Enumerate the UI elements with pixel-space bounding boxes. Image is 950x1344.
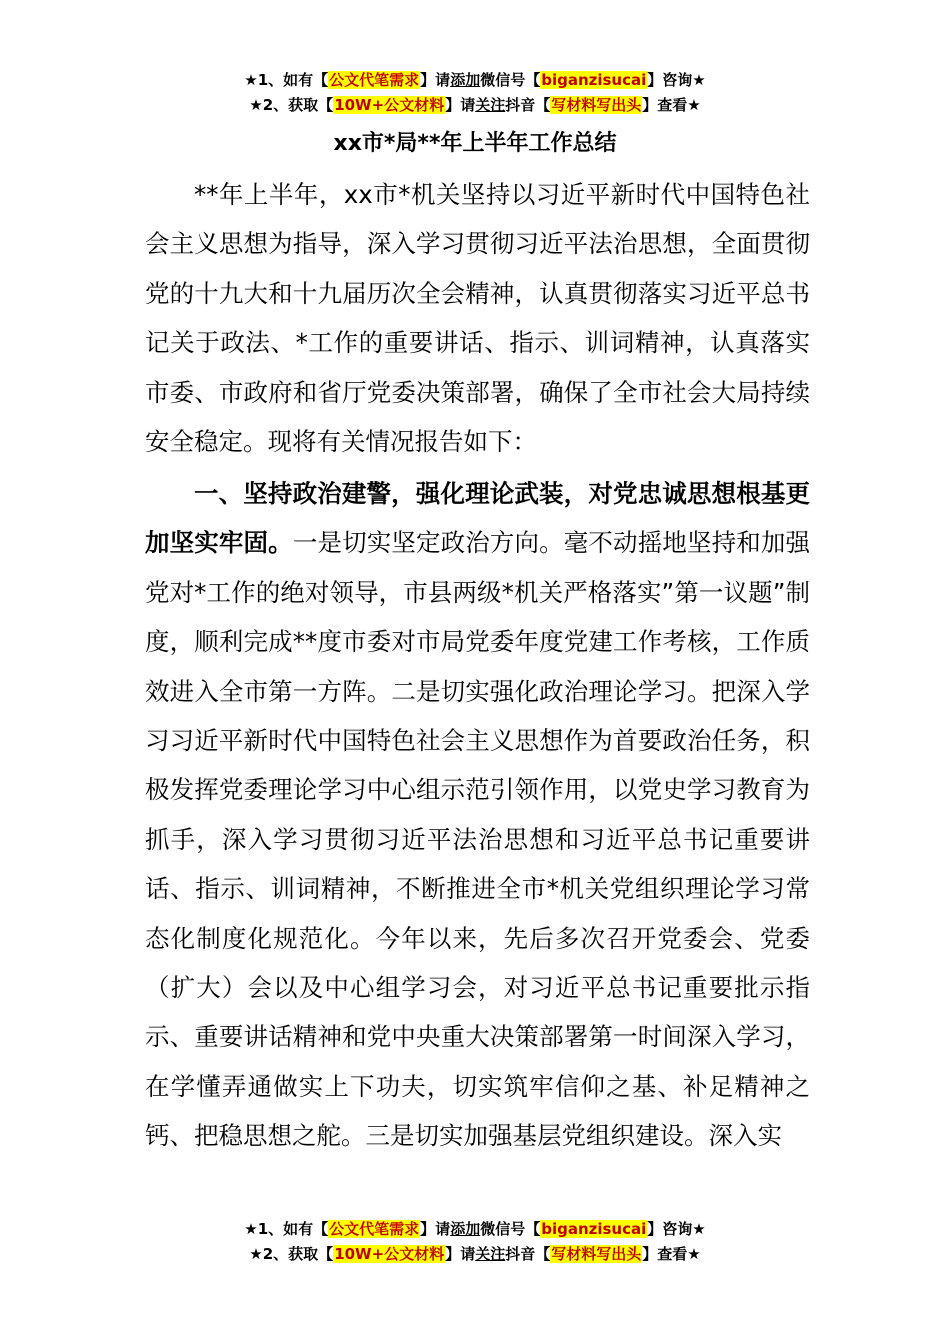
promo-text: 微信号【 bbox=[480, 1220, 541, 1238]
promo-highlight: 写材料写出头 bbox=[551, 1245, 642, 1263]
promo-underline: 添加 bbox=[450, 1220, 481, 1238]
promo-line-2-bottom bbox=[0, 1244, 950, 1264]
promo-highlight: 10W+公文材料 bbox=[334, 96, 445, 114]
promo-line-1 bbox=[0, 70, 950, 90]
promo-text: 】请 bbox=[445, 1245, 476, 1263]
promo-line-1-bottom bbox=[0, 1219, 950, 1239]
promo-text: 】请 bbox=[420, 71, 451, 89]
promo-line-2 bbox=[0, 95, 950, 115]
promo-text: 】咨询★ bbox=[647, 71, 706, 89]
promo-text: ★1、如有【 bbox=[244, 1220, 329, 1238]
promo-text: ★1、如有【 bbox=[244, 71, 329, 89]
promo-text: 微信号【 bbox=[480, 71, 541, 89]
promo-text: ★2、获取【 bbox=[249, 96, 334, 114]
promo-underline: 关注 bbox=[475, 1245, 506, 1263]
promo-text: 】请 bbox=[420, 1220, 451, 1238]
document-title: xx市*局**年上半年工作总结 bbox=[333, 131, 617, 156]
promo-text: 】请 bbox=[445, 96, 476, 114]
promo-highlight: 公文代笔需求 bbox=[329, 71, 420, 89]
promo-highlight: biganzisucai bbox=[541, 71, 647, 89]
section-1-heading: 一、坚持政治建警，强化理论武装，对党忠诚思想根基更加坚实牢固。 bbox=[145, 479, 810, 558]
promo-highlight: 公文代笔需求 bbox=[329, 1220, 420, 1238]
promo-text: 】咨询★ bbox=[647, 1220, 706, 1238]
promo-text: 】查看★ bbox=[642, 96, 701, 114]
promo-underline: 关注 bbox=[475, 96, 506, 114]
section-1-paragraph bbox=[145, 469, 810, 1161]
promo-highlight: biganzisucai bbox=[541, 1220, 647, 1238]
promo-underline: 添加 bbox=[450, 71, 481, 89]
section-1-body: 一是切实坚定政治方向。毫不动摇地坚持和加强党对*工作的绝对领导，市县两级*机关严格落实”第一议题”制度，顺利完成**度市委对市局党委年度党建工作考核，工作质效进入全市第一方阵。二是切实强化政治理论学习。把深入学习习近平新时代中国特色社会主义思想作为首要政治任务，积极发挥党委理论学习中心组示范引领作用，以党史学习教育为抓手，深入学习贯彻习近平法治思想和习近平总书记重要讲话、指示、训词精神，不断推进全市*机关党组织理论学习常态化制度化规范化。今年以来，先后多次召开党委会、党委（扩大）会以及中心组学习会，对习近平总书记重要批示指示、重要讲话精神和党中央重大决策部署第一时间深入学习，在学懂弄通做实上下功夫，切实筑牢信仰之基、补足精神之钙、把稳思想之舵。三是切实加强基层党组织建设。深入实 bbox=[145, 528, 811, 1151]
promo-text: 抖音【 bbox=[505, 1245, 551, 1263]
promo-text: 】查看★ bbox=[642, 1245, 701, 1263]
promo-highlight: 写材料写出头 bbox=[551, 96, 642, 114]
promo-text: 抖音【 bbox=[505, 96, 551, 114]
promo-text: ★2、获取【 bbox=[249, 1245, 334, 1263]
intro-paragraph: **年上半年，xx市*机关坚持以习近平新时代中国特色社会主义思想为指导，深入学习贯彻习近平法治思想，全面贯彻党的十九大和十九届历次全会精神，认真贯彻落实习近平总书记关于政法、*工作的重要讲话、指示、训词精神，认真落实市委、市政府和省厅党委决策部署，确保了全市社会大局持续安全稳定。现将有关情况报告如下： bbox=[145, 180, 810, 457]
promo-highlight: 10W+公文材料 bbox=[334, 1245, 445, 1263]
